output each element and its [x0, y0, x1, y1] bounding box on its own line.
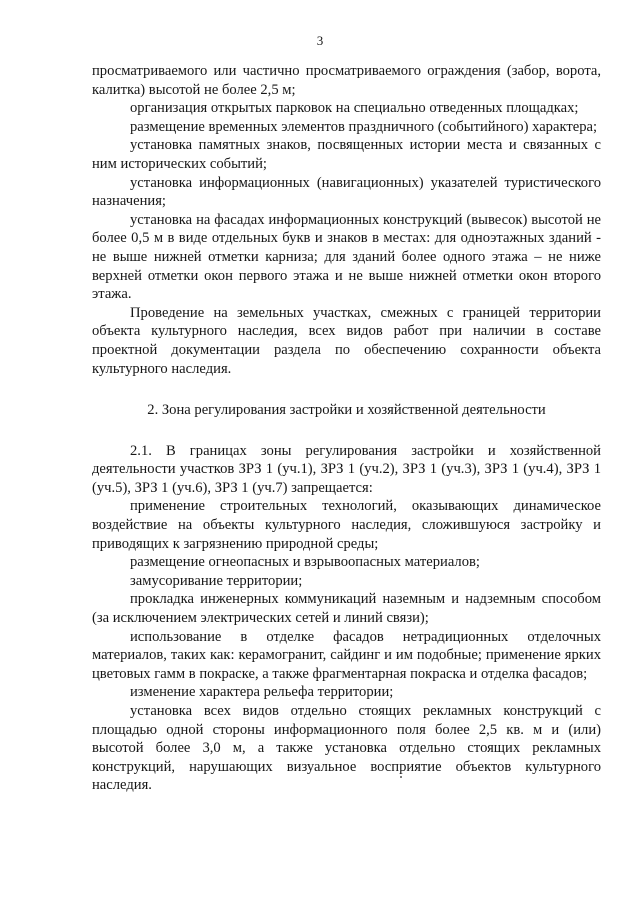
paragraph: использование в отделке фасадов нетрадиционных отделочных материалов, таких как: керамогранит, сайдинг и им подобные; применение ярких цветовых гамм в покраске, а также фрагментарная покраска и отделка фасадов; — [92, 628, 601, 682]
paragraph: 2.1. В границах зоны регулирования застройки и хозяйственной деятельности участков ЗРЗ 1 (уч.1), ЗРЗ 1 (уч.2), ЗРЗ 1 (уч.3), ЗРЗ 1 (уч.4), ЗРЗ 1 (уч.5), ЗРЗ 1 (уч.6), ЗРЗ 1 (уч.7) запрещается: — [92, 442, 601, 496]
page-number: 3 — [316, 33, 324, 48]
paragraph: прокладка инженерных коммуникаций наземным и надземным способом (за исключением электрических сетей и линий связи); — [92, 591, 601, 627]
paragraph: размещение временных элементов праздничного (событийного) характера; — [130, 118, 598, 135]
paragraph: размещение огнеопасных и взрывоопасных материалов; — [130, 554, 480, 571]
paragraph: замусоривание территории; — [130, 572, 303, 589]
paragraph: установка всех видов отдельно стоящих рекламных конструкций с площадью одной стороны информационного поля более 2,5 кв. м и (или) высотой более 3,0 м, а также установка отдельно стоящих рекламных конструкций, нарушающих визуальное восприятие объектов культурного наследия. — [92, 703, 601, 794]
document-body — [92, 62, 601, 795]
paragraph: просматриваемого или частично просматриваемого ограждения (забор, ворота, калитка) высотой не более 2,5 м; — [92, 63, 601, 98]
paragraph: изменение характера рельефа территории; — [130, 684, 394, 701]
paragraph: организация открытых парковок на специально отведенных площадках; — [130, 100, 579, 117]
scan-speck — [400, 776, 402, 778]
paragraph: установка памятных знаков, посвященных истории места и связанных с ним исторических событий; — [92, 137, 601, 172]
paragraph: установка информационных (навигационных) указателей туристического назначения; — [92, 174, 601, 210]
paragraph: применение строительных технологий, оказывающих динамическое воздействие на объекты культурного наследия, сложившуюся застройку и приводящих к загрязнению природной среды; — [92, 498, 601, 552]
section-heading: 2. Зона регулирования застройки и хозяйственной деятельности — [147, 402, 546, 419]
paragraph: Проведение на земельных участках, смежных с границей территории объекта культурного наследия, всех видов работ при наличии в составе проектной документации раздела по обеспечению сохранности объекта культурного наследия. — [92, 304, 601, 377]
paragraph: установка на фасадах информационных конструкций (вывесок) высотой не более 0,5 м в виде отдельных букв и знаков в местах: для одноэтажных зданий - не выше нижней отметки карниза; для зданий более одного этажа – не ниже верхней отметки окон первого этажа и не выше нижней отметки окон второго этажа. — [92, 211, 601, 303]
